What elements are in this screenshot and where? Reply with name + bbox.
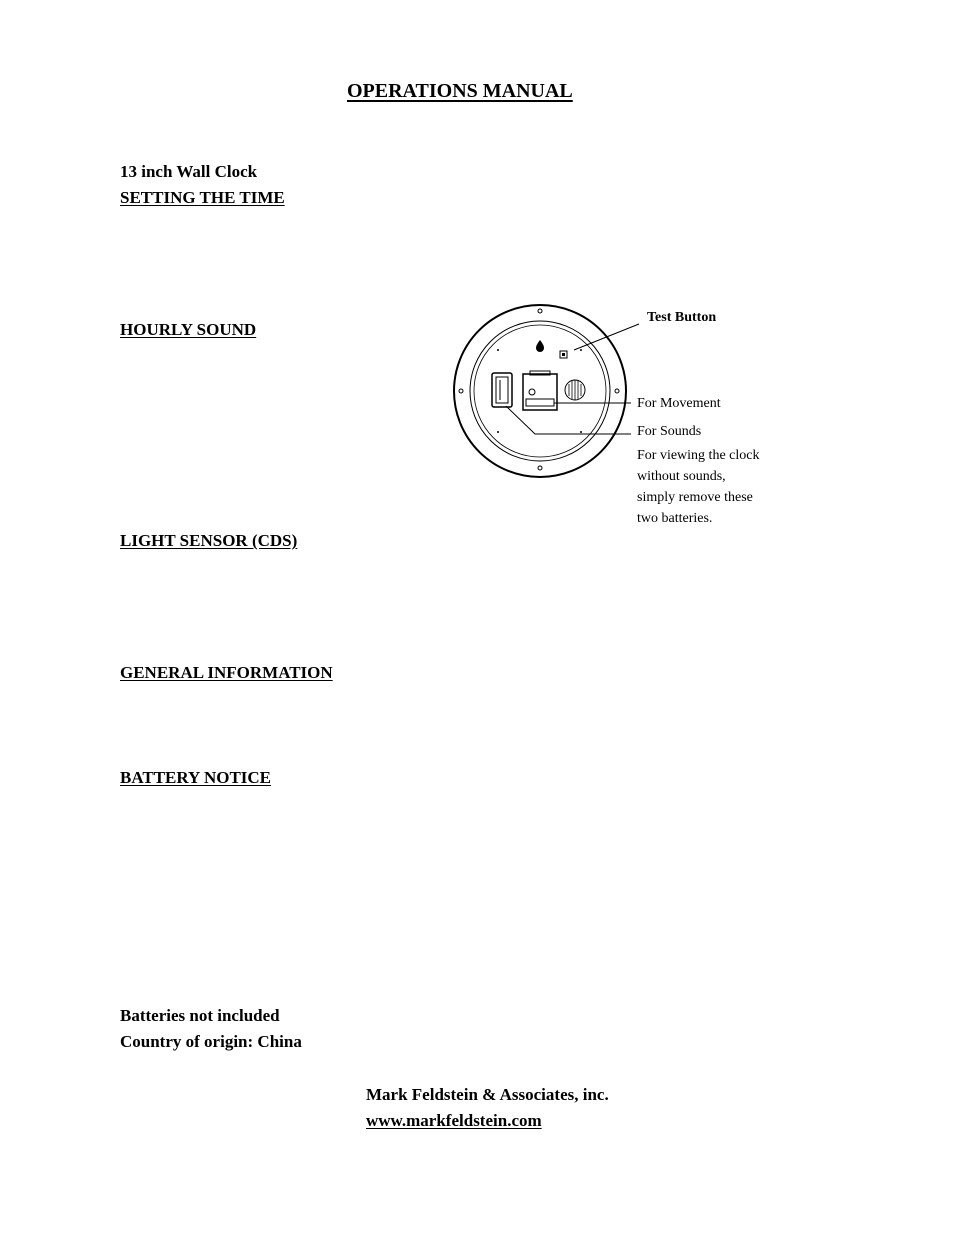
test-button-leader <box>574 324 639 350</box>
hanger-hole-icon <box>536 340 544 352</box>
label-for-sounds: For Sounds <box>637 424 702 439</box>
origin-note: Country of origin: China <box>120 1032 302 1051</box>
section-heading-light-sensor: LIGHT SENSOR (CDS) <box>120 531 298 550</box>
note-line: For viewing the clock <box>637 448 760 463</box>
screw-hole-left-icon <box>459 389 463 393</box>
batteries-note: Batteries not included <box>120 1006 280 1025</box>
clock-back-diagram <box>450 300 780 540</box>
section-heading-setting-time: SETTING THE TIME <box>120 188 285 207</box>
product-name: 13 inch Wall Clock <box>120 162 258 181</box>
note-line: simply remove these <box>637 490 753 505</box>
movement-battery <box>526 399 554 406</box>
movement-box <box>523 374 557 410</box>
label-test-button: Test Button <box>647 310 717 325</box>
section-heading-hourly-sound: HOURLY SOUND <box>120 320 257 339</box>
screw-hole-right-icon <box>615 389 619 393</box>
screw-hole-bottom-icon <box>538 466 542 470</box>
screw-hole-top-icon <box>538 309 542 313</box>
company-website-link[interactable]: www.markfeldstein.com <box>366 1111 542 1130</box>
company-name: Mark Feldstein & Associates, inc. <box>366 1085 609 1104</box>
section-heading-general-info: GENERAL INFORMATION <box>120 663 333 682</box>
sound-battery-compartment <box>492 373 512 407</box>
note-line: without sounds, <box>637 469 726 484</box>
note-line: two batteries. <box>637 511 713 526</box>
page-title: OPERATIONS MANUAL <box>347 80 573 102</box>
label-for-movement: For Movement <box>637 396 721 411</box>
section-heading-battery-notice: BATTERY NOTICE <box>120 768 272 787</box>
clock-outer-ring <box>454 305 626 477</box>
